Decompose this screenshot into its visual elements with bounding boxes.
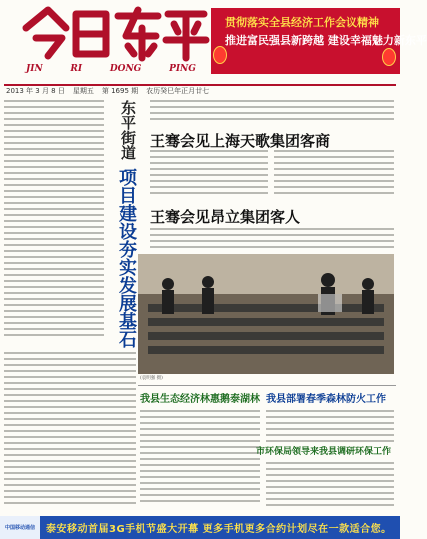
photo-caption: (袁明强 摄) [140, 376, 163, 381]
divider [138, 385, 396, 386]
pinyin-jin: JIN [26, 64, 43, 74]
issue-number: 第 1695 期 [101, 87, 139, 95]
pinyin-dong: DONG [109, 64, 142, 74]
fireproof-headline: 我县部署春季森林防火工作 [266, 394, 386, 405]
article-2-text [150, 228, 394, 252]
headline-banner [211, 8, 427, 74]
issue-lunar-date: 农历癸巳年正月廿七 [146, 87, 210, 95]
environment-article-text [266, 462, 394, 510]
news-photo [138, 254, 394, 374]
lantern-icon [213, 46, 227, 64]
banner-line-1: 贯彻落实全县经济工作会议精神 [225, 16, 379, 29]
fireproof-article-text [266, 410, 394, 446]
pinyin-ping: PING [169, 64, 196, 74]
environment-headline: 市环保局领导来我县调研环保工作 [256, 447, 392, 457]
section-label-dongping: 东平街道 [119, 100, 137, 160]
article-1-text [150, 150, 268, 198]
pinyin-ri: RI [70, 64, 83, 74]
mobile-ad-banner [0, 516, 400, 539]
china-mobile-logo: 中国移动通信 [0, 516, 40, 539]
left-column-text [4, 100, 104, 340]
forest-headline: 我县生态经济林惠鹅泰湖林 [140, 394, 260, 405]
masthead [4, 4, 427, 82]
ad-slogan: 泰安移动首届3G手机节盛大开幕 更多手机更多合约计划尽在一款适合您。 [46, 524, 392, 535]
article-1-text-right [274, 150, 394, 198]
forest-article-text [140, 410, 260, 506]
issue-date: 2013 年 3 月 8 日 [6, 87, 65, 95]
newspaper-logo [18, 6, 208, 60]
headline-angli: 王骞会见昂立集团客人 [150, 208, 301, 226]
article-1-text-top [150, 100, 394, 124]
issue-weekday: 星期五 [72, 87, 94, 95]
headline-shanghai: 王骞会见上海天歌集团客商 [150, 132, 331, 150]
dateline [4, 84, 396, 96]
left-column-text-bottom [4, 352, 136, 508]
lantern-icon [382, 48, 396, 66]
banner-line-2: 推进富民强县新跨越 建设幸福魅力新东平 [225, 34, 427, 47]
logo-pinyin [26, 64, 196, 74]
left-headline: 项目建设夯实发展基石 [116, 168, 137, 348]
